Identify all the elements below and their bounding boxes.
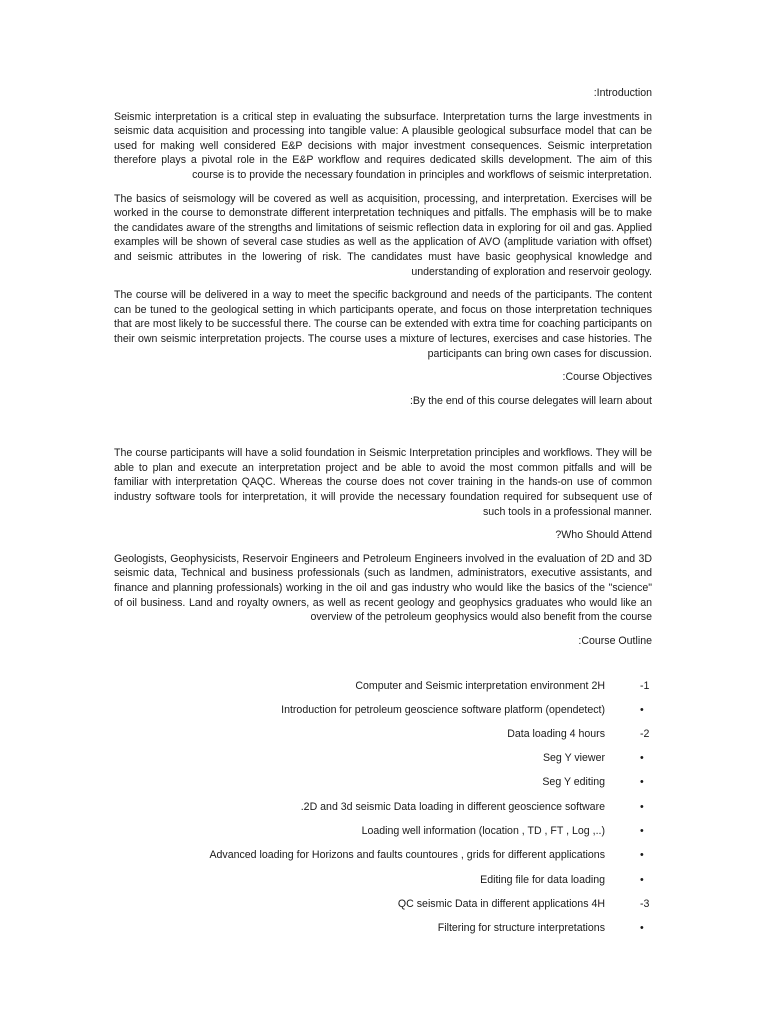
introduction-heading: :Introduction (593, 87, 652, 99)
outline-item (114, 824, 654, 839)
outline-item (114, 727, 654, 742)
outline-item (114, 679, 654, 694)
outline-item (114, 848, 654, 863)
outline-item (114, 897, 654, 912)
outline-item (114, 800, 654, 815)
attend-paragraph: Geologists, Geophysicists, Reservoir Engineers and Petroleum Engineers involved in the evaluation of 2D and 3D seismic data, Technical and business professionals (such as landmen, administrators, executive assistants, and finance and planning professionals) working in the oil and gas industry who would like the basics of the "science" of oil business. Land and royalty owners, as well as recent geology and geophysics graduates who would like an overview of the petroleum geophysics would also benefit from the course (114, 552, 652, 624)
outline-item (114, 751, 654, 766)
outline-item-text: Loading well information (location , TD , FT , Log ,..) (361, 825, 605, 837)
introduction-paragraph-2: The basics of seismology will be covered as well as acquisition, processing, and interpretation. Exercises will be worked in the course to demonstrate different interpretation techniques and pitfalls. The emphasis will be to make the candidates aware of the strengths and limitations of seismic reflection data in exploring for oil and gas. Applied examples will be shown of several case studies as well as the application of AVO (amplitude variation with offset) and seismic attributes in the lowering of risk. The candidates must have basic geophysical knowledge and understanding of exploration and reservoir geology. (114, 192, 652, 278)
outline-item-number: -2 (640, 728, 650, 740)
outline-item-text: QC seismic Data in different applications 4H (397, 898, 605, 910)
document-body (114, 86, 652, 657)
bullet-icon: • (640, 776, 644, 788)
bullet-icon: • (640, 922, 644, 934)
introduction-paragraph-1: Seismic interpretation is a critical step in evaluating the subsurface. Interpretation turns the large investments in seismic data acquisition and processing into tangible value: A plausible geological subsurface model that can be used for making well considered E&P decisions with major investment consequences. Seismic interpretation therefore plays a pivotal role in the E&P workflow and requires dedicated skills development. The aim of this course is to provide the necessary foundation in principles and workflows of seismic interpretation. (114, 110, 652, 181)
objectives-heading: :Course Objectives (562, 371, 652, 384)
outline-item-text: Editing file for data loading (480, 874, 605, 886)
bullet-icon: • (640, 849, 644, 861)
outline-item (114, 921, 654, 936)
bullet-icon: • (640, 752, 644, 764)
outline-heading: :Course Outline (578, 634, 652, 647)
outline-item-number: -1 (640, 680, 650, 692)
objectives-paragraph: The course participants will have a solid foundation in Seismic Interpretation principles and workflows. They will be able to plan and execute an interpretation project and be able to avoid the most common pitfalls and will be familiar with interpretation QAQC. Whereas the course does not cover training in the hands-on use of common industry software tools for interpretation, it will provide the necessary foundation required for subsequent use of such tools in a professional manner. (114, 447, 652, 518)
bullet-icon: • (640, 825, 644, 837)
outline-item-text: Data loading 4 hours (507, 728, 605, 740)
outline-item (114, 703, 654, 718)
outline-item-text: Advanced loading for Horizons and faults countoures , grids for different applications (209, 849, 605, 861)
outline-item (114, 873, 654, 888)
bullet-icon: • (640, 874, 644, 886)
objectives-lead: :By the end of this course delegates will learn about (409, 394, 652, 407)
outline-item-text: Introduction for petroleum geoscience software platform (opendetect) (281, 704, 605, 716)
outline-item-number: -3 (640, 898, 650, 910)
introduction-paragraph-3: The course will be delivered in a way to meet the specific background and needs of the participants. The content can be tuned to the geological setting in which participants operate, and focus on those interpretation techniques that are most likely to be successful there. The course can be extended with extra time for coaching participants on their own seismic interpretation projects. The course uses a mixture of lectures, exercises and case histories. The participants can bring own cases for discussion. (114, 289, 653, 360)
outline-item-text: Computer and Seismic interpretation environment 2H (355, 680, 605, 692)
attend-heading: ?Who Should Attend (555, 529, 652, 542)
blank-line (114, 417, 652, 446)
outline-item-text: Seg Y editing (542, 776, 605, 788)
bullet-icon: • (640, 704, 644, 716)
bullet-icon: • (640, 801, 644, 813)
outline-item-text: .2D and 3d seismic Data loading in different geoscience software (300, 801, 605, 813)
outline-item (114, 775, 654, 790)
outline-item-text: Seg Y viewer (542, 752, 605, 764)
outline-item-text: Filtering for structure interpretations (437, 922, 605, 934)
